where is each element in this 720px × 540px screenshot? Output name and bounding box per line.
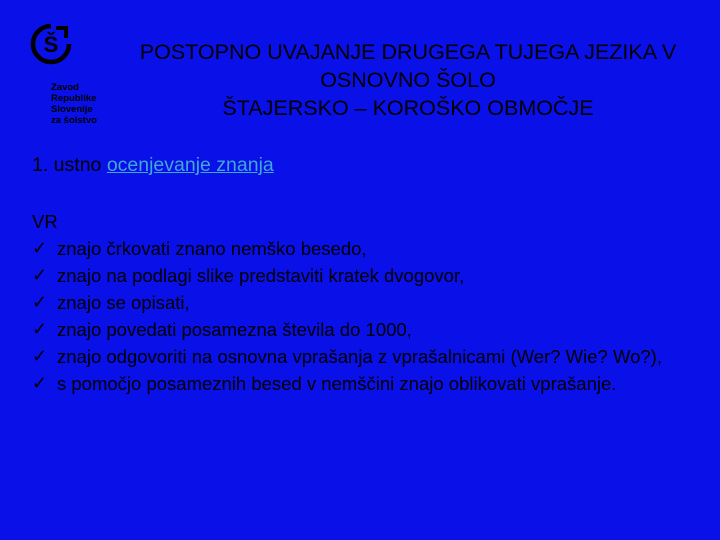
logo-symbol: Š [43, 32, 59, 57]
bullet-text: znajo se opisati, [57, 292, 190, 313]
checkmark-icon: ✓ [32, 238, 48, 258]
bullet-text: znajo črkovati znano nemško besedo, [57, 238, 367, 259]
bullet-text: znajo na podlagi slike predstaviti kratek dvogovor, [57, 265, 465, 286]
logo-line: za šolstvo [51, 115, 97, 126]
bullet-item [32, 370, 712, 397]
content-body [32, 208, 712, 397]
bullet-item [32, 316, 712, 343]
slide-title [100, 38, 716, 122]
title-line: ŠTAJERSKO – KOROŠKO OBMOČJE [222, 96, 594, 120]
logo-line: Republike [51, 93, 97, 104]
section-heading [32, 152, 274, 178]
bullet-item [32, 343, 712, 370]
logo-line: Zavod [51, 82, 79, 93]
zrss-emblem-icon [28, 20, 74, 78]
section-prefix: 1. ustno [32, 154, 107, 176]
checkmark-icon: ✓ [32, 265, 48, 285]
assessment-link[interactable]: ocenjevanje znanja [106, 154, 274, 176]
bullet-text: s pomočjo posameznih besed v nemščini znajo oblikovati vprašanje. [57, 373, 617, 394]
checkmark-icon: ✓ [32, 346, 48, 366]
bullet-text: znajo povedati posamezna števila do 1000, [57, 319, 412, 340]
checkmark-icon: ✓ [32, 373, 48, 393]
bullet-item [32, 235, 712, 262]
title-line: POSTOPNO UVAJANJE DRUGEGA TUJEGA JEZIKA V [139, 40, 677, 64]
bullet-item [32, 289, 712, 316]
body-heading: VR [32, 211, 58, 232]
bullet-list [32, 235, 712, 397]
checkmark-icon: ✓ [32, 292, 48, 312]
logo-line: Slovenije [51, 104, 93, 115]
bullet-item [32, 262, 712, 289]
bullet-text: znajo odgovoriti na osnovna vprašanja z vprašalnicami (Wer? Wie? Wo?), [57, 346, 662, 367]
checkmark-icon: ✓ [32, 319, 48, 339]
title-line: OSNOVNO ŠOLO [320, 68, 496, 92]
